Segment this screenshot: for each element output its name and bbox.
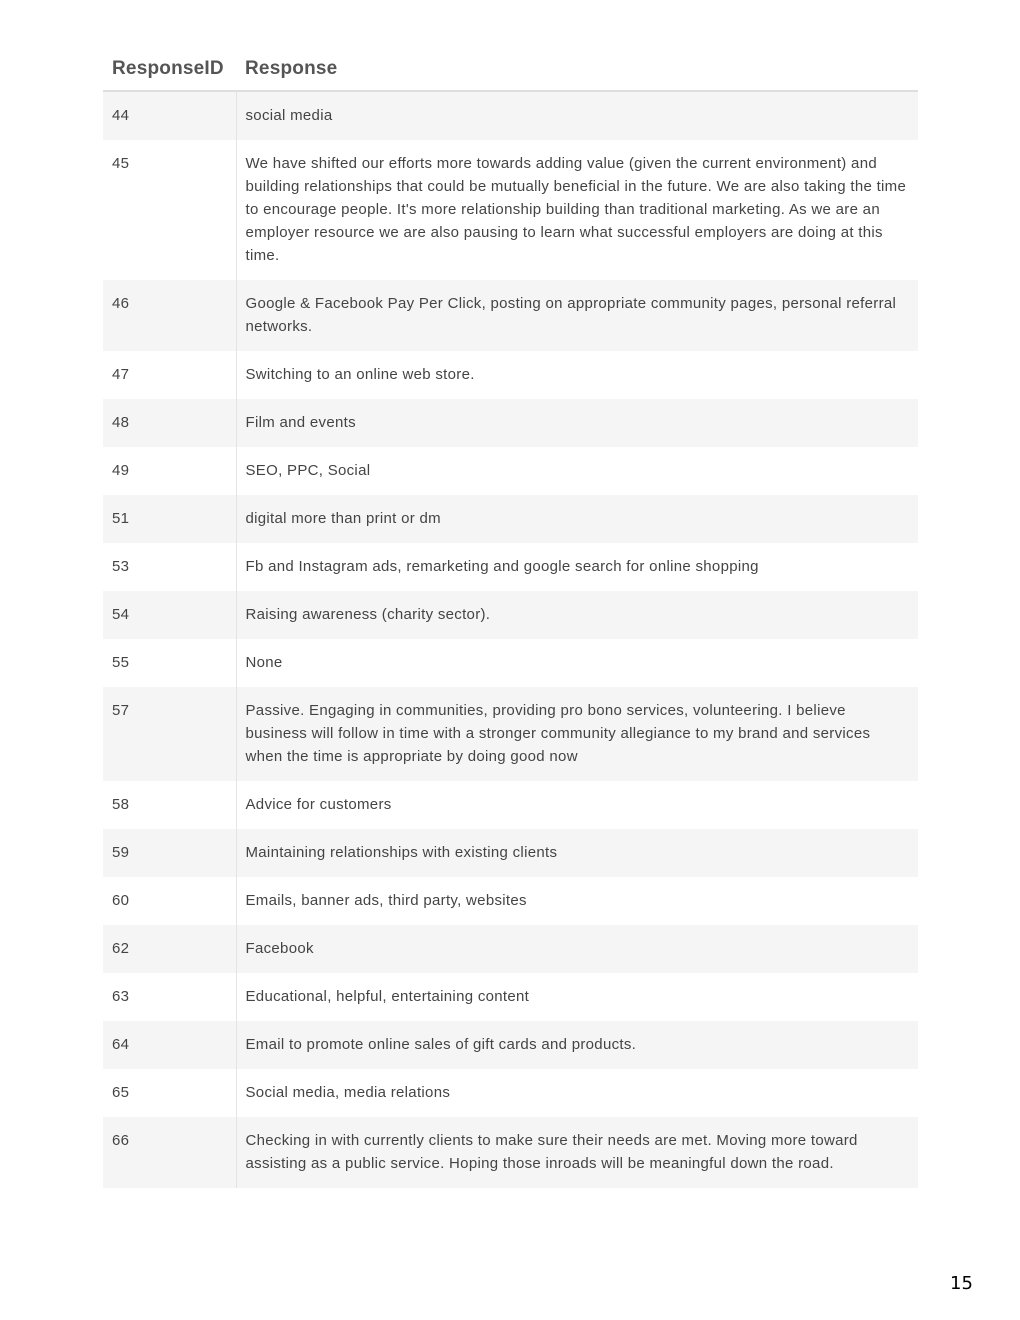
- table-row: [103, 781, 918, 829]
- table-row: [103, 495, 918, 543]
- table-row: [103, 925, 918, 973]
- response-id-cell: 57: [103, 687, 236, 781]
- response-id-cell: 65: [103, 1069, 236, 1117]
- response-id-cell: 60: [103, 877, 236, 925]
- response-cell: Educational, helpful, entertaining content: [236, 973, 918, 1021]
- response-id-cell: 46: [103, 280, 236, 351]
- response-cell: Advice for customers: [236, 781, 918, 829]
- table-body: [103, 91, 918, 1188]
- response-cell: We have shifted our efforts more towards adding value (given the current environment) and building relationships that could be mutually beneficial in the future. We are also taking the time to encourage people. It's more relationship building than traditional marketing. As we are an employer resource we are also pausing to learn what successful employers are doing at this time.: [236, 140, 918, 280]
- table-row: [103, 447, 918, 495]
- response-cell: Raising awareness (charity sector).: [236, 591, 918, 639]
- response-cell: Film and events: [236, 399, 918, 447]
- response-id-cell: 45: [103, 140, 236, 280]
- table-row: [103, 1021, 918, 1069]
- response-cell: Social media, media relations: [236, 1069, 918, 1117]
- table-row: [103, 140, 918, 280]
- table-row: [103, 543, 918, 591]
- response-id-cell: 63: [103, 973, 236, 1021]
- table-row: [103, 877, 918, 925]
- response-id-cell: 51: [103, 495, 236, 543]
- table-row: [103, 1069, 918, 1117]
- response-cell: Switching to an online web store.: [236, 351, 918, 399]
- responses-table: [103, 52, 918, 1188]
- response-cell: SEO, PPC, Social: [236, 447, 918, 495]
- response-id-cell: 59: [103, 829, 236, 877]
- page-number: 15: [950, 1273, 973, 1294]
- table-row: [103, 639, 918, 687]
- table-row: [103, 399, 918, 447]
- table-row: [103, 591, 918, 639]
- response-cell: Google & Facebook Pay Per Click, posting on appropriate community pages, personal referral networks.: [236, 280, 918, 351]
- response-id-cell: 64: [103, 1021, 236, 1069]
- table-header: [103, 52, 918, 91]
- header-response: Response: [236, 52, 918, 91]
- response-id-cell: 55: [103, 639, 236, 687]
- table-row: [103, 973, 918, 1021]
- response-cell: Checking in with currently clients to make sure their needs are met. Moving more toward assisting as a public service. Hoping those inroads will be meaningful down the road.: [236, 1117, 918, 1188]
- response-cell: Facebook: [236, 925, 918, 973]
- response-id-cell: 47: [103, 351, 236, 399]
- response-id-cell: 53: [103, 543, 236, 591]
- table-row: [103, 280, 918, 351]
- header-response-id: ResponseID: [103, 52, 236, 91]
- response-id-cell: 66: [103, 1117, 236, 1188]
- document-page: [103, 52, 918, 1188]
- response-cell: Fb and Instagram ads, remarketing and google search for online shopping: [236, 543, 918, 591]
- response-cell: digital more than print or dm: [236, 495, 918, 543]
- response-cell: Email to promote online sales of gift cards and products.: [236, 1021, 918, 1069]
- response-id-cell: 62: [103, 925, 236, 973]
- response-cell: Passive. Engaging in communities, providing pro bono services, volunteering. I believe business will follow in time with a stronger community allegiance to my brand and services when the time is appropriate by doing good now: [236, 687, 918, 781]
- response-id-cell: 44: [103, 91, 236, 140]
- response-id-cell: 49: [103, 447, 236, 495]
- table-row: [103, 829, 918, 877]
- table-row: [103, 687, 918, 781]
- table-row: [103, 91, 918, 140]
- response-cell: None: [236, 639, 918, 687]
- response-cell: Emails, banner ads, third party, websites: [236, 877, 918, 925]
- response-id-cell: 54: [103, 591, 236, 639]
- response-cell: social media: [236, 91, 918, 140]
- table-row: [103, 1117, 918, 1188]
- response-id-cell: 48: [103, 399, 236, 447]
- table-row: [103, 351, 918, 399]
- response-id-cell: 58: [103, 781, 236, 829]
- response-cell: Maintaining relationships with existing clients: [236, 829, 918, 877]
